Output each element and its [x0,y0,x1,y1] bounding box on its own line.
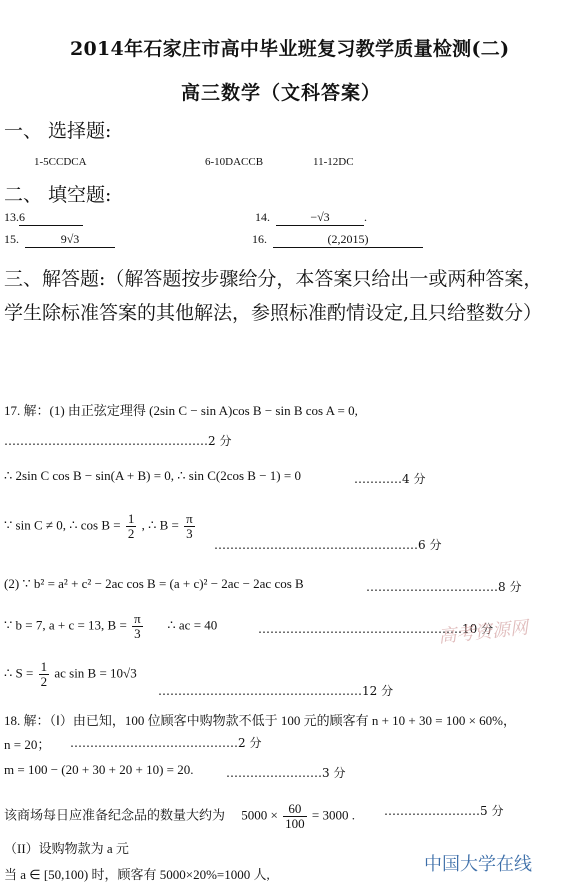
q18-line3: m = 100 − (20 + 30 + 20 + 10) = 20. [4,762,194,777]
section1-heading: 一、 选择题: [4,120,112,142]
q16-answer: (2,2015) [273,232,423,248]
q17-line6 [4,660,137,689]
q14-answer: −√3 [276,210,364,226]
q18-line4b: 5000 × [241,807,278,823]
q18-line1: 18. 解：（Ⅰ）由已知，100 位顾客中购物款不低于 100 元的顾客有 n + 10 + 30 = 100 × 60%， [4,713,516,728]
q18-line4 [4,802,355,831]
section2-heading: 二、 填空题: [4,184,112,206]
q17-line5b: ∴ ac = 40 [167,617,218,633]
q14-label: 14. [255,210,270,224]
q15-answer: 9√3 [25,232,115,248]
q18-score1: ……………………………………2 分 [70,736,262,750]
fraction-60-100 [283,802,307,831]
q17-score4: ……………………………8 分 [366,580,522,594]
q17-line5 [4,612,217,641]
frac2-den: 3 [186,526,193,541]
q18-line4c: = 3000 . [311,807,355,823]
fraction-pi-third [184,512,195,541]
q17-line4: (2) ∵ b² = a² + c² − 2ac cos B = (a + c)² − 2ac − 2ac cos B [4,576,304,591]
q17-line2: ∴ 2sin C cos B − sin(A + B) = 0, ∴ sin C(2cos B − 1) = 0 [4,468,301,483]
footer-brand: 中国大学在线 [424,854,532,875]
frac5-den: 100 [285,816,305,831]
q17-score2: …………4 分 [354,472,426,486]
q16 [252,232,423,248]
q18-line2: n = 20； [4,737,51,752]
q17-line1: 17. 解：(1) 由正弦定理得 (2sin C − sin A)cos B − sin B cos A = 0, [4,403,358,418]
q17-score5: ……………………………………………10 分 [258,622,494,636]
q17-line3a: ∵ sin C ≠ 0, ∴ cos B = [4,517,121,533]
mc-answers-11-12: 11-12DC [313,156,354,168]
fraction-pi-third-2 [132,612,143,641]
mc-answers-6-10: 6-10DACCB [205,156,264,168]
q18-line6: 当 a ∈ [50,100) 时，顾客有 5000×20%=1000 人, [4,867,270,882]
q15 [4,232,115,248]
frac5-num: 60 [283,802,307,817]
q18-line5: （II）设购物款为 a 元 [4,841,129,856]
document-subtitle: 高三数学（文科答案） [181,82,382,104]
frac1-num: 1 [127,511,135,526]
fraction-one-half [126,512,137,541]
q17-line3b: , ∴ B = [141,517,179,533]
q18-line4a: 该商场每日应准备纪念品的数量大约为 [4,807,226,823]
document-title: 2014年石家庄市高中毕业班复习教学质量检测(二) [70,38,510,60]
q17-line6a: ∴ S = [4,665,34,681]
watermark: 高考资源网 [437,617,530,648]
q17-score1: ……………………………………………2 分 [4,434,232,448]
frac3-den: 3 [134,626,141,641]
q13 [4,210,83,226]
q13-answer: 6 [19,210,83,226]
q16-label: 16. [252,232,267,246]
q17-line6b: ac sin B = 10√3 [54,665,137,681]
q17-line5a: ∵ b = 7, a + c = 13, B = [4,617,127,633]
frac2-num: π [186,511,193,526]
frac1-den: 2 [127,526,135,541]
frac4-den: 2 [40,674,48,689]
q14: 14. −√3 . [255,210,367,224]
frac4-num: 1 [40,659,48,674]
mc-answers-1-5: 1-5CCDCA [34,156,87,168]
q17-score3: ……………………………………………6 分 [214,538,442,552]
q17-score6: ……………………………………………12 分 [158,684,394,698]
frac3-num: π [134,611,141,626]
fraction-one-half-2 [39,660,50,689]
q18-score3: ……………………5 分 [384,804,504,818]
q17-line3 [4,512,197,541]
section3-heading: 三、解答题:（解答题按步骤给分，本答案只给出一或两种答案，学生除标准答案的其他解法，参照标准酌情设定,且只给整数分） [4,268,543,324]
q18-score2: ……………………3 分 [226,766,346,780]
q15-label: 15. [4,232,19,246]
q13-label: 13. [4,210,19,224]
